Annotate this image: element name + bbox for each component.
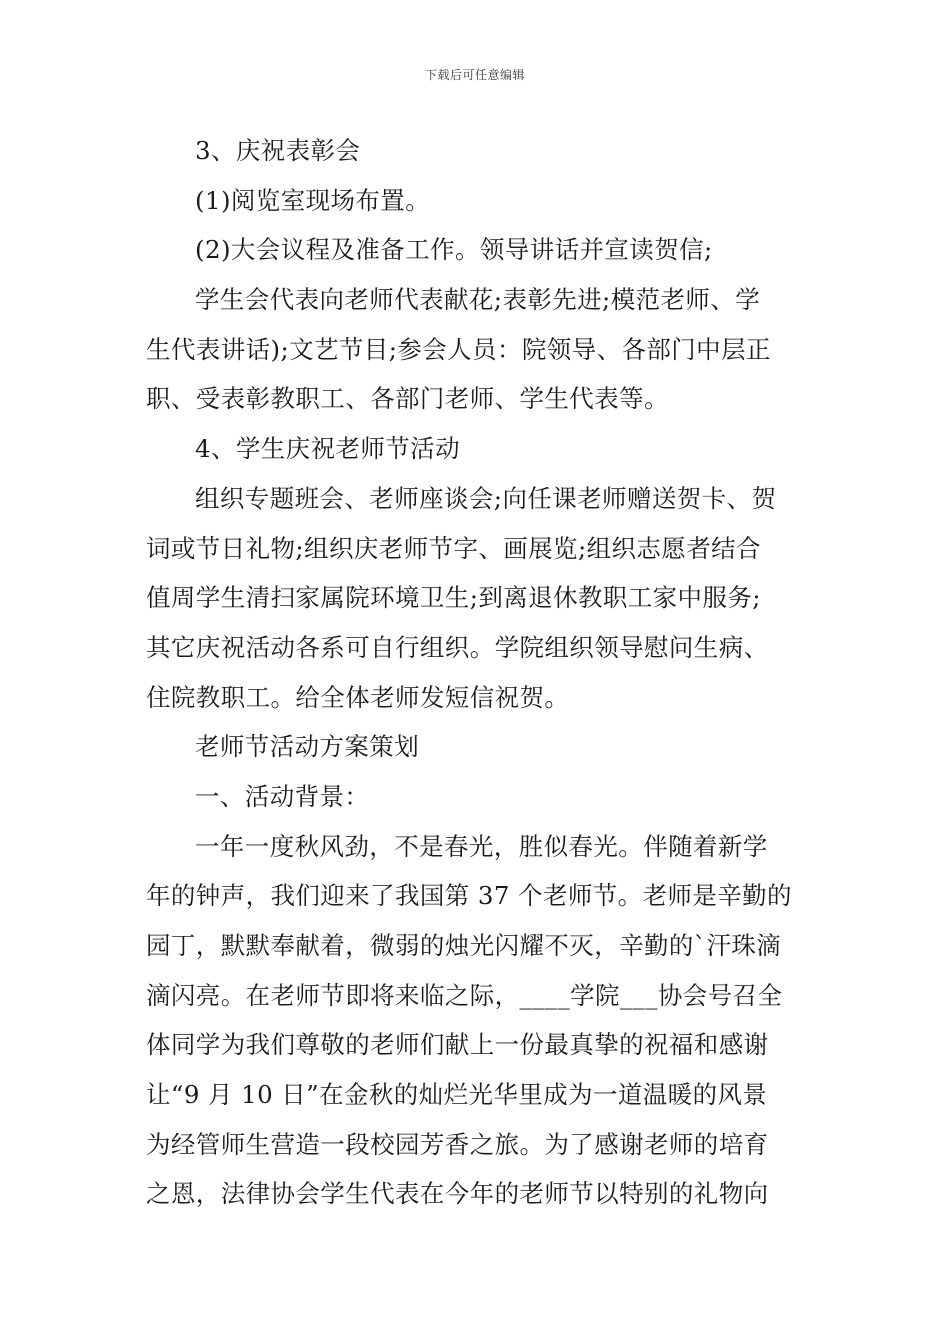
- text-line: 3、庆祝表彰会: [195, 136, 361, 165]
- text-line: 组织专题班会、老师座谈会;向任课老师赠送贺卡、贺: [195, 483, 777, 513]
- text-line: 词或节日礼物;组织庆老师节字、画展览;组织志愿者结合: [146, 533, 761, 563]
- text-line: 4、学生庆祝老师节活动: [195, 434, 460, 464]
- text-line: (2)大会议程及准备工作。领导讲话并宣读贺信;: [195, 235, 713, 265]
- text-line: 职、受表彰教职工、各部门老师、学生代表等。: [146, 384, 669, 414]
- text-line: 园丁，默默奉献着，微弱的烛光闪耀不灭，辛勤的`汗珠滴: [146, 931, 782, 960]
- text-line: 学生会代表向老师代表献花;表彰先进;模范老师、学: [195, 285, 761, 315]
- page-header: 下载后可任意编辑: [424, 68, 525, 82]
- text-line: 年的钟声，我们迎来了我国第 37 个老师节。老师是辛勤的: [146, 881, 792, 911]
- text-line: 体同学为我们尊敬的老师们献上一份最真挚的祝福和感谢: [146, 1030, 769, 1060]
- text-line: 让“9 月 10 日”在金秋的灿烂光华里成为一道温暖的风景: [146, 1080, 768, 1110]
- text-line: (1)阅览室现场布置。: [195, 185, 431, 215]
- text-line: 值周学生清扫家属院环境卫生;到离退休教职工家中服务;: [146, 583, 761, 613]
- text-line: 生代表讲话);文艺节目;参会人员：院领导、各部门中层正: [146, 334, 771, 364]
- text-line: 一年一度秋风劲，不是春光，胜似春光。伴随着新学: [195, 831, 768, 861]
- text-line: 其它庆祝活动各系可自行组织。学院组织领导慰问生病、: [146, 632, 769, 662]
- text-line: 一、活动背景：: [195, 781, 370, 811]
- text-line: 住院教职工。给全体老师发短信祝贺。: [146, 682, 570, 712]
- text-line: 为经管师生营造一段校园芳香之旅。为了感谢老师的培育: [146, 1129, 769, 1159]
- text-line: 之恩，法律协会学生代表在今年的老师节以特别的礼物向: [146, 1179, 769, 1209]
- text-line: 滴闪亮。在老师节即将来临之际，____学院___协会号召全: [146, 980, 783, 1010]
- document-body: [146, 126, 812, 1219]
- text-line: 老师节活动方案策划: [195, 732, 420, 762]
